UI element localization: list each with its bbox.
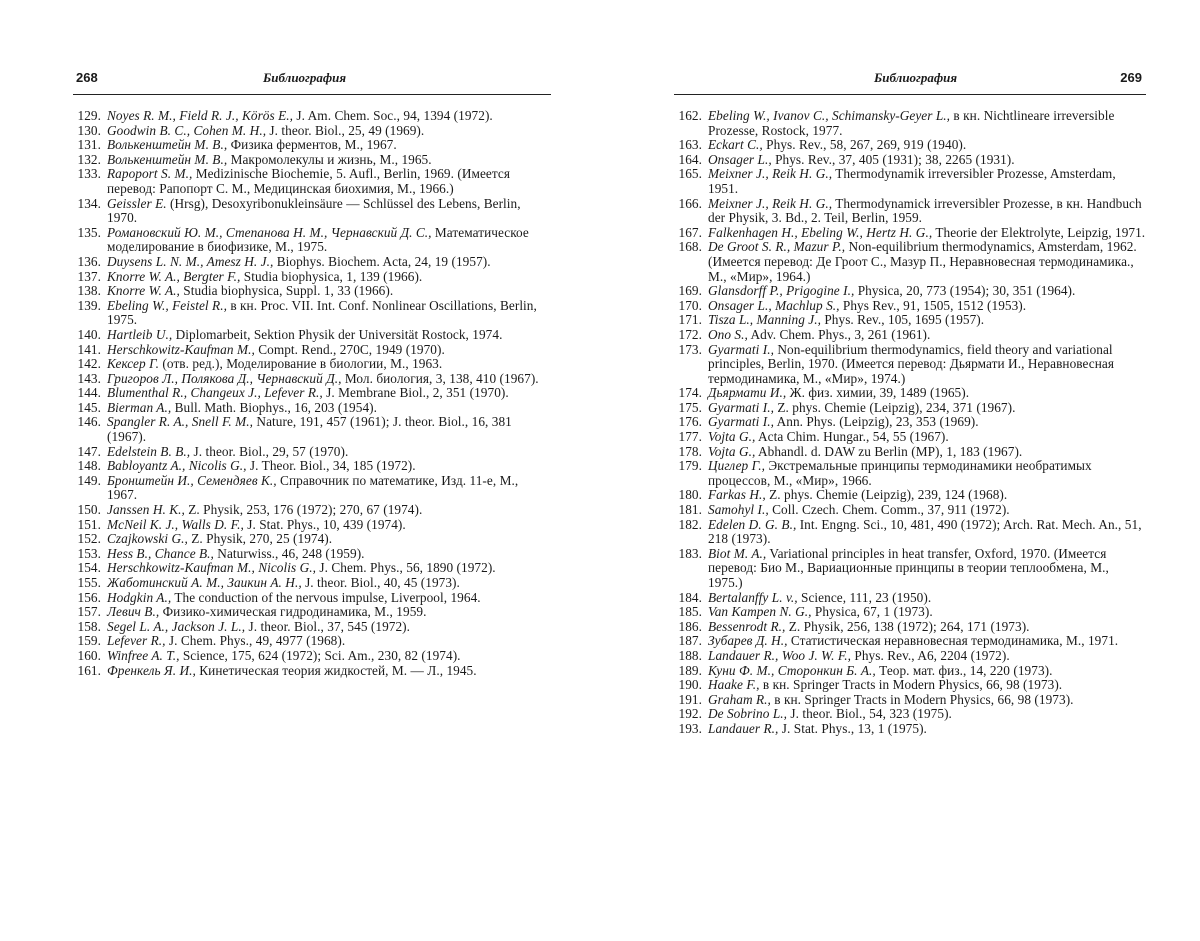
bibliography-entry (674, 445, 1146, 460)
entry-number: 185. (678, 604, 702, 620)
entry-reference: Phys. Rev., 58, 267, 269, 919 (1940). (762, 137, 967, 153)
entry-authors: Lefever R., (107, 633, 166, 649)
entry-number: 152. (77, 531, 101, 547)
entry-reference: Мол. биология, 3, 138, 410 (1967). (341, 370, 539, 386)
bibliography-entry (73, 634, 551, 649)
entry-authors: Geissler E. (107, 195, 167, 211)
entry-reference: Medizinische Biochemie, 5. Aufl., Berlin, 1969. (Имеется перевод: Рапопорт С. М., Медицинская биохимия, М., 1966.) (107, 166, 511, 196)
bibliography-entry (73, 664, 551, 679)
entry-number: 153. (77, 545, 101, 561)
bibliography-entry (73, 357, 551, 372)
entry-reference: Экстремальные принципы термодинамики необратимых процессов, М., «Мир», 1966. (708, 458, 1092, 488)
entry-authors: Дьярмати И., (708, 385, 787, 401)
entry-number: 140. (77, 326, 101, 342)
bibliography-entry (73, 576, 551, 591)
bibliography-entry (73, 153, 551, 168)
entry-authors: Куни Ф. М., Сторонкин Б. А., (708, 662, 876, 678)
bibliography-entry (73, 124, 551, 139)
entry-reference: Bull. Math. Biophys., 16, 203 (1954). (171, 399, 377, 415)
entry-number: 146. (77, 414, 101, 430)
entry-authors: Vojta G., (708, 429, 756, 445)
entry-number: 147. (77, 443, 101, 459)
entry-number: 174. (678, 385, 702, 401)
bibliography-entry (674, 240, 1146, 284)
entry-reference: Non-equilibrium thermodynamics, field theory and variational principles, Berlin, 1970. (Имеется перевод: Дьярмати И., Неравновесная термодинамика, М., «Мир», 1974.) (708, 341, 1115, 386)
entry-authors: Meixner J., Reik H. G., (708, 195, 833, 211)
bibliography-entry (73, 197, 551, 226)
entry-reference: J. Chem. Phys., 56, 1890 (1972). (316, 560, 496, 576)
entry-reference: J. theor. Biol., 40, 45 (1973). (301, 575, 460, 590)
entry-number: 139. (77, 297, 101, 313)
entry-authors: Зубарев Д. Н., (708, 633, 788, 649)
bibliography-entry (674, 649, 1146, 664)
entry-number: 176. (678, 414, 702, 430)
entry-reference: Справочник по математике, Изд. 11-е, М., 1967. (107, 472, 519, 503)
bibliography-entry (674, 197, 1146, 226)
entry-reference: J. Am. Chem. Soc., 94, 1394 (1972). (293, 108, 493, 123)
bibliography-entry (674, 503, 1146, 518)
entry-number: 169. (678, 283, 702, 299)
right-page (674, 68, 1146, 737)
entry-reference: Variational principles in heat transfer, Oxford, 1970. (Имеется перевод: Био М., Вариационные принципы в теории теплообмена, М., 1975.) (708, 545, 1109, 590)
entry-number: 164. (678, 151, 702, 167)
bibliography-entry (674, 299, 1146, 314)
bibliography-entry (73, 109, 551, 124)
entry-authors: Rapoport S. M., (107, 166, 193, 182)
bibliography-entry (674, 459, 1146, 488)
page-header (674, 68, 1146, 90)
bibliography-entry (73, 605, 551, 620)
bibliography-entry (674, 678, 1146, 693)
entry-authors: Gyarmati I., (708, 414, 774, 430)
bibliography-entry (674, 664, 1146, 679)
entry-number: 191. (678, 691, 702, 707)
entry-authors: Tisza L., Manning J., (708, 312, 821, 328)
entry-number: 171. (678, 312, 702, 328)
bibliography-entry (73, 474, 551, 503)
entry-number: 131. (77, 137, 101, 153)
entry-reference: Abhandl. d. DAW zu Berlin (MP), 1, 183 (1967). (755, 443, 1023, 459)
entry-number: 189. (678, 662, 702, 678)
entry-authors: McNeil K. J., Walls D. F., (107, 516, 244, 532)
entry-authors: Landauer R., Woo J. W. F., (708, 647, 852, 663)
entry-reference: Adv. Chem. Phys., 3, 261 (1961). (747, 326, 931, 342)
bibliography-entry (674, 415, 1146, 430)
entry-authors: Segel L. A., Jackson J. L., (107, 618, 246, 634)
entry-reference: J. theor. Biol., 25, 49 (1969). (266, 122, 425, 138)
running-title: Библиография (874, 70, 958, 85)
entry-number: 160. (77, 647, 101, 663)
bibliography-entry (674, 153, 1146, 168)
bibliography-entry (73, 138, 551, 153)
bibliography-entry (73, 343, 551, 358)
bibliography-entry (674, 634, 1146, 649)
entry-number: 134. (77, 195, 101, 211)
entry-reference: Science, 111, 23 (1950). (797, 589, 932, 605)
entry-reference: J. theor. Biol., 37, 545 (1972). (245, 618, 411, 634)
entry-authors: Glansdorff P., Prigogine I., (708, 283, 855, 299)
entry-reference: Z. phys. Chemie (Leipzig), 234, 371 (1967). (773, 399, 1016, 415)
entry-number: 129. (77, 108, 101, 123)
entry-reference: Compt. Rend., 270C, 1949 (1970). (254, 341, 445, 357)
entry-authors: Falkenhagen H., Ebeling W., Hertz H. G., (708, 224, 933, 240)
bibliography-list (73, 109, 551, 678)
entry-number: 155. (77, 575, 101, 590)
entry-reference: J. Membrane Biol., 2, 351 (1970). (322, 385, 509, 401)
entry-reference: Thermodynamik irreversibler Prozesse, Amsterdam, 1951. (708, 166, 1116, 196)
entry-reference: J. Chem. Phys., 49, 4977 (1968). (165, 633, 346, 649)
entry-reference: Studia biophysica, Suppl. 1, 33 (1966). (179, 283, 394, 299)
bibliography-entry (674, 226, 1146, 241)
bibliography-entry (73, 547, 551, 562)
entry-authors: Ono S., (708, 326, 748, 342)
bibliography-entry (674, 620, 1146, 635)
entry-number: 188. (678, 647, 702, 663)
entry-authors: Ebeling W., Feistel R., (107, 297, 227, 313)
entry-reference: Diplomarbeit, Sektion Physik der Universität Rostock, 1974. (172, 326, 503, 342)
entry-authors: Knorre W. A., (107, 283, 180, 299)
entry-authors: Кексер Г. (107, 356, 160, 372)
entry-authors: De Groot S. R., Mazur P., (708, 239, 846, 255)
entry-reference: Physica, 20, 773 (1954); 30, 351 (1964). (854, 283, 1076, 299)
entry-number: 150. (77, 502, 101, 518)
bibliography-entry (73, 328, 551, 343)
entry-number: 158. (77, 618, 101, 634)
entry-number: 192. (678, 706, 702, 722)
left-page (73, 68, 551, 678)
running-title: Библиография (263, 70, 347, 85)
entry-reference: Математическое моделирование в биофизике, М., 1975. (107, 224, 529, 255)
bibliography-entry (674, 284, 1146, 299)
entry-authors: Samohyl I., (708, 502, 769, 518)
entry-number: 183. (678, 545, 702, 561)
header-rule (73, 94, 551, 95)
bibliography-entry (73, 284, 551, 299)
entry-number: 132. (77, 151, 101, 167)
entry-number: 170. (678, 297, 702, 313)
entry-number: 145. (77, 399, 101, 415)
entry-reference: (Hrsg), Desoxyribonukleinsäure — Schlüssel des Lebens, Berlin, 1970. (107, 195, 521, 226)
entry-reference: в кн. Proc. VII. Int. Conf. Nonlinear Oscillations, Berlin, 1975. (107, 297, 537, 328)
entry-authors: Eckart C., (708, 137, 763, 153)
entry-authors: Farkas H., (708, 487, 766, 503)
entry-number: 161. (77, 662, 101, 678)
entry-reference: Z. phys. Chemie (Leipzig), 239, 124 (1968). (765, 487, 1008, 503)
entry-reference: в кн. Springer Tracts in Modern Physics, 66, 98 (1973). (759, 677, 1063, 693)
bibliography-entry (73, 386, 551, 401)
entry-reference: в кн. Springer Tracts in Modern Physics, 66, 98 (1973). (770, 691, 1074, 707)
bibliography-entry (73, 270, 551, 285)
entry-number: 142. (77, 356, 101, 372)
entry-reference: Ж. физ. химии, 39, 1489 (1965). (786, 385, 970, 401)
entry-number: 149. (77, 472, 101, 488)
entry-number: 173. (678, 341, 702, 357)
bibliography-entry (674, 401, 1146, 416)
entry-reference: Non-equilibrium thermodynamics, Amsterdam, 1962. (Имеется перевод: Де Гроот С., Мазур П., Неравновесная термодинамика., М., «Мир», 1964.) (708, 239, 1137, 284)
entry-reference: Физика ферментов, М., 1967. (227, 137, 397, 153)
entry-reference: Физико-химическая гидродинамика, М., 1959. (159, 604, 427, 620)
bibliography-entry (674, 707, 1146, 722)
entry-authors: Biot M. A., (708, 545, 767, 561)
bibliography-entry (674, 722, 1146, 737)
bibliography-entry (73, 649, 551, 664)
entry-authors: Winfree A. T., (107, 647, 180, 663)
entry-number: 193. (678, 720, 702, 736)
entry-authors: Graham R., (708, 691, 771, 707)
entry-number: 190. (678, 677, 702, 693)
entry-reference: J. theor. Biol., 29, 57 (1970). (190, 443, 349, 459)
entry-reference: Статистическая неравновесная термодинамика, М., 1971. (787, 633, 1119, 649)
entry-number: 186. (678, 618, 702, 634)
entry-authors: Григоров Л., Полякова Д., Чернавский Д., (107, 370, 342, 386)
entry-authors: Циглер Г., (708, 458, 765, 474)
entry-authors: Landauer R., (708, 720, 779, 736)
entry-number: 162. (678, 108, 702, 123)
entry-authors: Van Kampen N. G., (708, 604, 812, 620)
entry-reference: Physica, 67, 1 (1973). (811, 604, 933, 620)
entry-authors: Bessenrodt R., (708, 618, 786, 634)
bibliography-entry (674, 591, 1146, 606)
bibliography-entry (674, 328, 1146, 343)
entry-number: 144. (77, 385, 101, 401)
entry-number: 172. (678, 326, 702, 342)
entry-authors: Gyarmati I., (708, 341, 774, 357)
entry-reference: Coll. Czech. Chem. Comm., 37, 911 (1972). (768, 502, 1010, 518)
entry-reference: Z. Physik, 253, 176 (1972); 270, 67 (1974). (184, 502, 423, 518)
entry-reference: The conduction of the nervous impulse, Liverpool, 1964. (171, 589, 481, 605)
entry-number: 165. (678, 166, 702, 182)
bibliography-entry (674, 488, 1146, 503)
bibliography-entry (73, 255, 551, 270)
entry-authors: Meixner J., Reik H. G., (708, 166, 833, 182)
entry-authors: Бронштейн И., Семендяев К., (107, 472, 277, 488)
entry-number: 151. (77, 516, 101, 532)
entry-authors: Bierman A., (107, 399, 172, 415)
entry-authors: Ebeling W., Ivanov C., Schimansky-Geyer L., (708, 108, 951, 123)
entry-number: 136. (77, 253, 101, 269)
entry-authors: Edelstein B. B., (107, 443, 191, 459)
bibliography-entry (674, 605, 1146, 620)
entry-authors: Hartleib U., (107, 326, 173, 342)
entry-authors: Janssen H. K., (107, 502, 185, 518)
entry-number: 177. (678, 429, 702, 445)
entry-reference: J. Stat. Phys., 13, 1 (1975). (778, 720, 927, 736)
entry-reference: (отв. ред.), Моделирование в биологии, М., 1963. (159, 356, 443, 372)
entry-authors: Babloyantz A., Nicolis G., (107, 458, 247, 474)
bibliography-entry (73, 620, 551, 635)
entry-number: 178. (678, 443, 702, 459)
entry-number: 133. (77, 166, 101, 182)
entry-number: 135. (77, 224, 101, 240)
entry-reference: Theorie der Elektrolyte, Leipzig, 1971. (932, 224, 1146, 240)
entry-number: 179. (678, 458, 702, 474)
entry-reference: в кн. Nichtlineare irreversible Prozesse, Rostock, 1977. (708, 108, 1115, 138)
bibliography-entry (674, 313, 1146, 328)
entry-number: 184. (678, 589, 702, 605)
entry-authors: Gyarmati I., (708, 399, 774, 415)
bibliography-entry (73, 459, 551, 474)
entry-number: 180. (678, 487, 702, 503)
entry-reference: Ann. Phys. (Leipzig), 23, 353 (1969). (773, 414, 979, 430)
entry-authors: Haake F., (708, 677, 760, 693)
entry-authors: De Sobrino L., (708, 706, 788, 722)
bibliography-entry (674, 386, 1146, 401)
entry-number: 154. (77, 560, 101, 576)
entry-authors: Hodgkin A., (107, 589, 172, 605)
bibliography-entry (73, 226, 551, 255)
entry-reference: Теор. мат. физ., 14, 220 (1973). (875, 662, 1053, 678)
entry-authors: Волькенштейн М. В., (107, 151, 228, 167)
bibliography-entry (73, 561, 551, 576)
entry-reference: Кинетическая теория жидкостей, М. — Л., 1945. (195, 662, 477, 678)
entry-reference: Phys. Rev., 37, 405 (1931); 38, 2265 (1931). (771, 151, 1015, 167)
entry-authors: Noyes R. M., Field R. J., Körös E., (107, 108, 294, 123)
entry-authors: Волькенштейн М. В., (107, 137, 228, 153)
entry-reference: Макромолекулы и жизнь, М., 1965. (227, 151, 432, 167)
page-number: 268 (76, 70, 98, 85)
bibliography-entry (674, 518, 1146, 547)
entry-reference: Phys. Rev., 105, 1695 (1957). (820, 312, 985, 328)
entry-authors: Bertalanffy L. v., (708, 589, 798, 605)
entry-authors: Onsager L., Machlup S., (708, 297, 840, 313)
entry-authors: Knorre W. A., Bergter F., (107, 268, 241, 284)
bibliography-entry (73, 167, 551, 196)
entry-number: 167. (678, 224, 702, 240)
bibliography-entry (674, 109, 1146, 138)
header-rule (674, 94, 1146, 95)
bibliography-entry (73, 591, 551, 606)
bibliography-entry (73, 503, 551, 518)
entry-authors: Herschkowitz-Kaufman M., (107, 341, 255, 357)
page-number: 269 (1120, 70, 1142, 85)
entry-reference: Z. Physik, 270, 25 (1974). (187, 531, 333, 547)
entry-authors: Spangler R. A., Snell F. M., (107, 414, 254, 430)
bibliography-entry (73, 445, 551, 460)
entry-reference: Z. Physik, 256, 138 (1972); 264, 171 (1973). (785, 618, 1030, 634)
bibliography-entry (73, 415, 551, 444)
entry-reference: Studia biophysica, 1, 139 (1966). (240, 268, 423, 284)
entry-number: 181. (678, 502, 702, 518)
entry-number: 148. (77, 458, 101, 474)
bibliography-entry (674, 138, 1146, 153)
entry-reference: Acta Chim. Hungar., 54, 55 (1967). (755, 429, 949, 445)
entry-number: 143. (77, 370, 101, 386)
entry-number: 182. (678, 516, 702, 532)
bibliography-entry (73, 401, 551, 416)
bibliography-entry (674, 430, 1146, 445)
entry-number: 168. (678, 239, 702, 255)
entry-reference: J. Stat. Phys., 10, 439 (1974). (243, 516, 406, 532)
entry-authors: Edelen D. G. B., (708, 516, 797, 532)
entry-authors: Blumenthal R., Changeux J., Lefever R., (107, 385, 323, 401)
entry-number: 163. (678, 137, 702, 153)
entry-number: 166. (678, 195, 702, 211)
entry-authors: Duysens L. N. M., Amesz H. J., (107, 253, 274, 269)
bibliography-entry (73, 518, 551, 533)
entry-reference: J. theor. Biol., 54, 323 (1975). (787, 706, 952, 722)
page-header (73, 68, 551, 90)
bibliography-entry (73, 372, 551, 387)
entry-authors: Жаботинский А. М., Заикин А. Н., (107, 575, 302, 590)
entry-reference: Nature, 191, 457 (1961); J. theor. Biol., 16, 381 (1967). (107, 414, 512, 445)
entry-reference: Phys. Rev., A6, 2204 (1972). (851, 647, 1010, 663)
entry-number: 159. (77, 633, 101, 649)
bibliography-entry (674, 167, 1146, 196)
bibliography-entry (674, 693, 1146, 708)
entry-reference: Thermodynamick irreversibler Prozesse, в кн. Handbuch der Physik, 3. Bd., 2. Teil, Berlin, 1959. (708, 195, 1142, 226)
entry-number: 137. (77, 268, 101, 284)
bibliography-list (674, 109, 1146, 737)
bibliography-entry (73, 532, 551, 547)
entry-authors: Goodwin B. C., Cohen M. H., (107, 122, 267, 138)
entry-authors: Onsager L., (708, 151, 772, 167)
entry-reference: J. Theor. Biol., 34, 185 (1972). (246, 458, 416, 474)
entry-authors: Френкель Я. И., (107, 662, 196, 678)
entry-number: 175. (678, 399, 702, 415)
entry-authors: Романовский Ю. М., Степанова Н. М., Чернавский Д. С., (107, 224, 432, 240)
bibliography-entry (674, 343, 1146, 387)
entry-reference: Int. Engng. Sci., 10, 481, 490 (1972); Arch. Rat. Mech. An., 51, 218 (1973). (708, 516, 1142, 547)
bibliography-entry (674, 547, 1146, 591)
entry-number: 141. (77, 341, 101, 357)
entry-reference: Biophys. Biochem. Acta, 24, 19 (1957). (273, 253, 491, 269)
entry-number: 138. (77, 283, 101, 299)
entry-number: 130. (77, 122, 101, 138)
entry-authors: Vojta G., (708, 443, 756, 459)
entry-number: 156. (77, 589, 101, 605)
entry-reference: Phys Rev., 91, 1505, 1512 (1953). (839, 297, 1027, 313)
entry-reference: Naturwiss., 46, 248 (1959). (213, 545, 365, 561)
entry-authors: Hess B., Chance B., (107, 545, 214, 561)
entry-reference: Science, 175, 624 (1972); Sci. Am., 230, 82 (1974). (179, 647, 461, 663)
entry-number: 187. (678, 633, 702, 649)
entry-number: 157. (77, 604, 101, 620)
bibliography-entry (73, 299, 551, 328)
entry-authors: Czajkowski G., (107, 531, 188, 547)
entry-authors: Herschkowitz-Kaufman M., Nicolis G., (107, 560, 316, 576)
entry-authors: Левич В., (107, 604, 160, 620)
